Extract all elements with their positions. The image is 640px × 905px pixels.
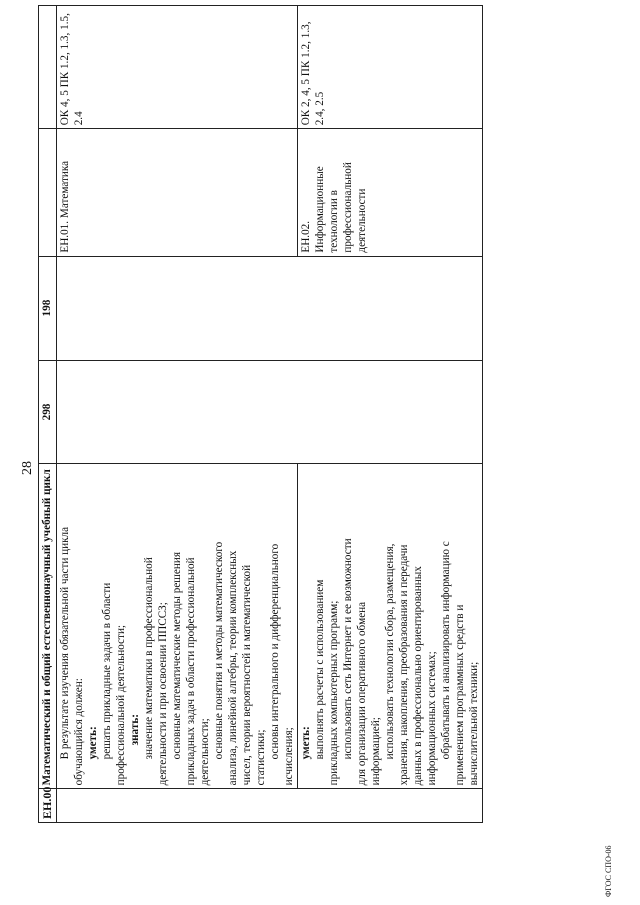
text-line: профессиональной деятельности;	[115, 624, 127, 786]
text-line: данных в профессионально ориентированных	[412, 566, 424, 786]
discipline-it: ЕН.02. Информационные технологии в профессиональной деятельности	[298, 129, 483, 256]
text-line: знать:	[129, 714, 141, 746]
text-line: уметь:	[87, 726, 99, 760]
text-line: выполнять расчеты с использованием	[314, 579, 326, 760]
competency-cell-empty	[39, 6, 57, 129]
max-load-cell-empty	[57, 360, 483, 464]
cycle-index: ЕН.00	[39, 789, 57, 823]
text-line: чисел, теории вероятностей и математической	[241, 564, 253, 786]
text-line: для организации оперативного обмена	[356, 601, 368, 786]
text-line: прикладных задач в области профессиональной	[185, 557, 197, 786]
required-load: 198	[39, 256, 57, 360]
curriculum-table	[38, 5, 483, 823]
text-line: основы интегрального и дифференциального	[269, 543, 281, 760]
it-requirements	[298, 464, 483, 789]
table-row	[39, 6, 57, 823]
text-line: основные понятия и методы математического	[213, 541, 225, 760]
text-line: обрабатывать и анализировать информацию с	[440, 541, 452, 760]
text-line: вычислительной техники;	[468, 661, 480, 786]
competencies-it: ОК 2, 4, 5 ПК 1.2, 1.3, 2.4, 2.5	[298, 6, 483, 129]
discipline-cell-empty	[39, 129, 57, 256]
cycle-title: Математический и общий естественнонаучный учебный цикл	[39, 464, 57, 789]
text-line: деятельности и при освоении ППССЗ;	[157, 602, 169, 786]
text-line: информационных системах;	[426, 651, 438, 786]
text-line: использовать технологии сбора, размещения,	[384, 543, 396, 760]
text-line: обучающийся должен:	[73, 678, 85, 786]
text-line: статистики;	[255, 729, 267, 786]
text-line: анализа, линейной алгебры, теории комплексных	[227, 550, 239, 786]
required-load-cell-empty	[57, 256, 483, 360]
text-line: исчисления;	[283, 727, 295, 786]
text-line: уметь:	[300, 726, 312, 760]
max-load: 298	[39, 360, 57, 464]
text-line: прикладных компьютерных программ;	[328, 600, 340, 786]
page-number: 28	[20, 461, 35, 475]
text-line: применением программных средств и	[454, 604, 466, 786]
text-line: использовать сеть Интернет и ее возможности	[342, 538, 354, 760]
text-line: В результате изучения обязательной части цикла	[59, 526, 71, 760]
math-requirements	[57, 464, 298, 789]
text-line: деятельности;	[199, 718, 211, 786]
text-line: хранения, накопления, преобразования и передачи	[398, 544, 410, 786]
text-line: значение математики в профессиональной	[143, 557, 155, 760]
text-line: решать прикладные задачи в области	[101, 582, 113, 760]
text-line: основные математические методы решения	[171, 551, 183, 760]
index-cell-empty	[57, 789, 483, 823]
document-footer: ФГОС СПО-06	[604, 845, 613, 897]
discipline-math: ЕН.01. Математика	[57, 129, 298, 256]
table-row	[57, 6, 298, 823]
competencies-math: ОК 4, 5 ПК 1.2, 1.3, 1.5, 2.4	[57, 6, 298, 129]
text-line: информацией;	[370, 717, 382, 786]
